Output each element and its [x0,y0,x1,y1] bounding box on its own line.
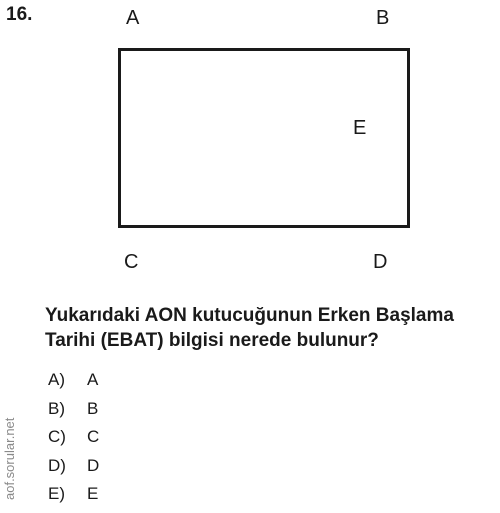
aon-box [118,48,410,228]
option-value: A [87,370,99,389]
option-value: E [87,484,99,504]
question-text [45,303,495,353]
option-letter: B) [48,398,65,418]
option-letter: A) [48,370,65,389]
diagram-label-c: C [124,251,139,273]
site-watermark: aof.sorular.net [2,417,17,500]
option-value: C [87,427,100,447]
option-d[interactable] [48,456,99,485]
answer-options [48,370,99,513]
question-number: 16. [6,4,33,25]
option-a[interactable] [48,370,99,399]
option-letter: E) [48,484,65,504]
question-line-1: Yukarıdaki AON kutucuğunun Erken Başlama [45,305,454,326]
diagram-label-e: E [353,117,367,139]
option-b[interactable] [48,399,99,428]
diagram-label-a: A [126,7,140,29]
diagram-label-b: B [376,7,390,29]
option-c[interactable] [48,427,99,456]
option-value: B [87,398,99,418]
option-value: D [87,455,100,475]
option-letter: D) [48,455,66,475]
option-letter: C) [48,427,66,447]
question-line-2: Tarihi (EBAT) bilgisi nerede bulunur? [45,330,379,351]
diagram-label-d: D [373,251,388,273]
